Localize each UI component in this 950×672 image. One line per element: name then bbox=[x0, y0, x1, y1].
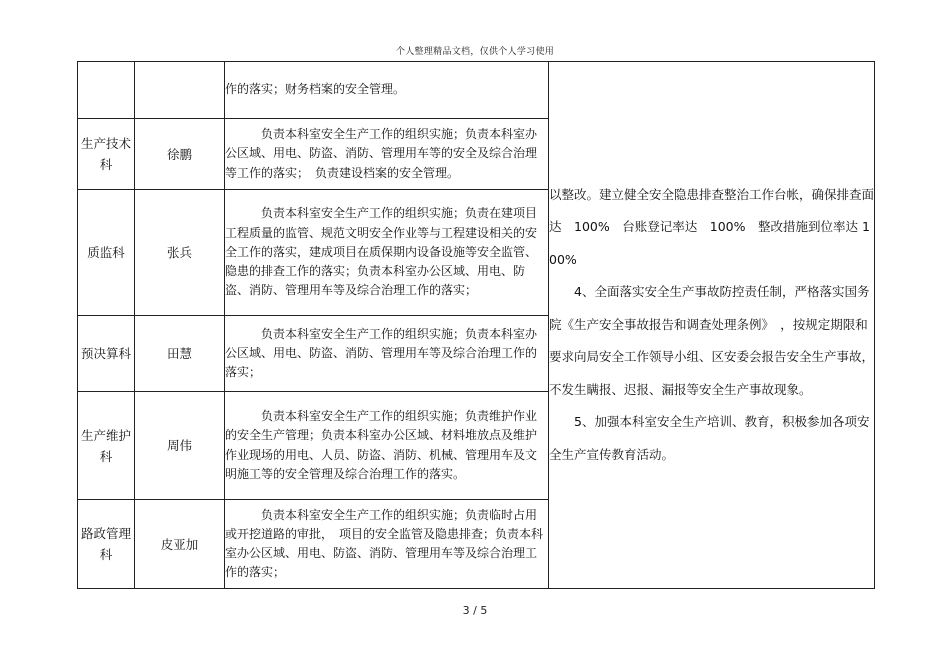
duty-text: 作的落实；财务档案的安全管理。 bbox=[225, 82, 406, 97]
dept-cell: 路政管理科 bbox=[78, 500, 135, 589]
duty-text: 负责本科室安全生产工作的组织实施；负责维护作业的安全生产管理；负责本科室办公区域、材料堆放点及维护作业现场的用电、人员、防盗、消防、机械、管理用车及文明施工等的安全管理及综合治理工作的落实。 bbox=[225, 409, 538, 481]
page-number: 3 / 5 bbox=[462, 604, 488, 617]
person-cell: 田慧 bbox=[135, 316, 225, 392]
right-paragraph-1: 以整改。建立健全安全隐患排查整治工作台帐，确保排查面达 100% 台账登记率达 100% 整改措施到位率达 100% bbox=[549, 186, 875, 267]
table-row bbox=[78, 62, 875, 119]
person-cell: 徐鹏 bbox=[135, 119, 225, 190]
duty-cell bbox=[225, 500, 549, 589]
person-cell: 皮亚加 bbox=[135, 500, 225, 589]
right-paragraph-3: 5、加强本科室安全生产培训、教育，积极参加各项安全生产宣传教育活动。 bbox=[549, 414, 870, 462]
duty-cell bbox=[225, 316, 549, 392]
right-paragraph-2: 4、全面落实安全生产事故防控责任制，严格落实国务院《生产安全事故报告和调查处理条例》 ，按规定期限和要求向局安全工作领导小组、区安委会报告安全生产事故，不发生瞒报、迟报、漏报等安全生产事故现象。 bbox=[549, 284, 875, 397]
duty-text: 负责本科室安全生产工作的组织实施；负责在建项目工程质量的监管、规范文明安全作业等与工程建设相关的安全工作的落实，建成项目在质保期内设备设施等安全监管、隐患的排查工作的落实；负责本科室办公区域、用电、防盗、消防、管理用车等及综合治理工作的落实； bbox=[225, 206, 538, 298]
duty-cell bbox=[225, 392, 549, 500]
dept-cell: 生产技术科 bbox=[78, 119, 135, 190]
person-cell bbox=[135, 62, 225, 119]
person-cell: 张兵 bbox=[135, 190, 225, 316]
person-cell: 周伟 bbox=[135, 392, 225, 500]
duty-cell bbox=[225, 119, 549, 190]
dept-cell bbox=[78, 62, 135, 119]
duty-text: 负责本科室安全生产工作的组织实施；负责本科室办公区域、用电、防盗、消防、管理用车等及综合治理工作的落实； bbox=[225, 326, 538, 380]
responsibility-table bbox=[77, 61, 875, 589]
duty-text: 负责本科室安全生产工作的组织实施；负责临时占用或开挖道路的审批， 项目的安全监管及隐患排查；负责本科室办公区域、用电、防盗、消防、管理用车等及综合治理工作的落实； bbox=[225, 507, 544, 580]
dept-cell: 预决算科 bbox=[78, 316, 135, 392]
dept-cell: 生产维护科 bbox=[78, 392, 135, 500]
dept-cell: 质监科 bbox=[78, 190, 135, 316]
page-header-note: 个人整理精品文档，仅供个人学习使用 bbox=[395, 47, 555, 57]
duty-cell bbox=[225, 190, 549, 316]
right-column bbox=[549, 62, 875, 589]
duty-cell bbox=[225, 62, 549, 119]
duty-text: 负责本科室安全生产工作的组织实施；负责本科室办公区域、用电、防盗、消防、管理用车等的安全及综合治理等工作的落实； 负责建设档案的安全管理。 bbox=[225, 127, 538, 180]
